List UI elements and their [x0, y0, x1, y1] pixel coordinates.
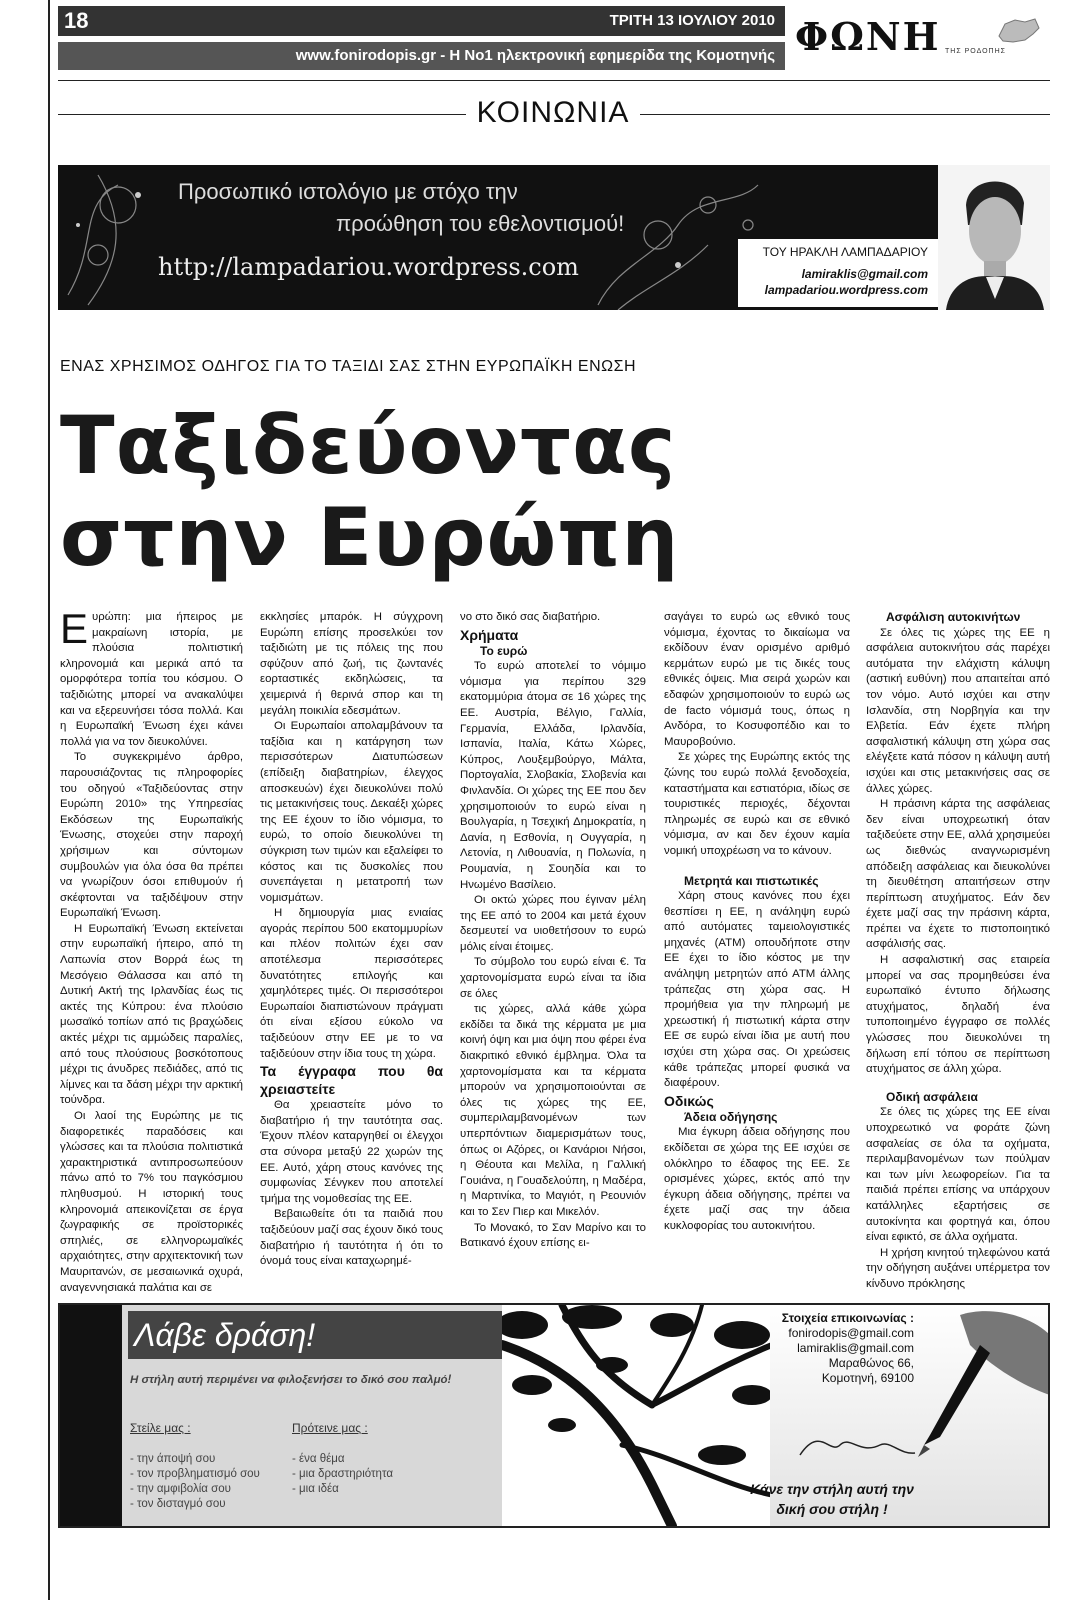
list-item: - τον προβληματισμό σου — [130, 1468, 260, 1480]
issue-date: ΤΡΙΤΗ 13 ΙΟΥΛΙΟΥ 2010 — [609, 12, 775, 29]
section-rule-right — [640, 114, 1050, 115]
author-email[interactable]: lamiraklis@gmail.com — [801, 267, 928, 281]
drop-cap: Ε — [60, 605, 89, 652]
paragraph: Το σύμβολο του ευρώ είναι €. Τα χαρτονομίσματα ευρώ είναι τα ίδια σε όλες — [460, 956, 646, 1000]
subheading: Τα έγγραφα που θα χρειαστείτε — [260, 1063, 443, 1098]
article-column-3 — [460, 610, 646, 1252]
list-item: - ένα θέμα — [292, 1453, 345, 1465]
banner-line-1: Προσωπικό ιστολόγιο με στόχο την — [178, 179, 518, 204]
author-blog[interactable]: lampadariou.wordpress.com — [764, 283, 928, 297]
article-kicker: ΕΝΑΣ ΧΡΗΣΙΜΟΣ ΟΔΗΓΟΣ ΓΙΑ ΤΟ ΤΑΞΙΔΙ ΣΑΣ ΣΤΗΝ ΕΥΡΩΠΑΪΚΗ ΕΝΩΣΗ — [60, 358, 637, 375]
send-label: Στείλε μας : — [130, 1421, 191, 1435]
cta-line: δική σου στήλη ! — [776, 1501, 888, 1517]
propose-list — [292, 1452, 393, 1497]
cta-line: Κάνε την στήλη αυτή την — [750, 1481, 914, 1497]
header-rule — [58, 80, 1050, 81]
paragraph: Η χρήση κινητού τηλεφώνου κατά την οδήγηση αυξάνει υπέρμετρα τον κίνδυνο πρόκλησης — [866, 1246, 1050, 1290]
paragraph: Η πράσινη κάρτα της ασφάλειας δεν είναι υποχρεωτική όταν ταξιδεύετε στην ΕΕ, αλλά χρησιμεύει ως διεθνώς αναγνωρισμένη απόδειξη ασφάλειας και διευκολύνει τη διευθέτηση απαιτήσεων στην περίπτωση ατυχήματος. Εάν δεν έχετε μαζί σας την πράσινη κάρτα, πρέπει να έχετε το πιστοποιητικό ασφάλισής σας. — [866, 798, 1050, 951]
list-item: - τον δισταγμό σου — [130, 1498, 226, 1510]
subheading: Οδική ασφάλεια — [886, 1089, 978, 1104]
paragraph: Το ευρώ αποτελεί το νόμιμο νόμισμα για περίπου 329 εκατομμύρια άτομα σε 16 χώρες της ΕΕ. Αυστρία, Βέλγιο, Γαλλία, Γερμανία, Ελλάδα, Ιρλανδία, Ισπανία, Ιταλία, Κάτω Χώρες, Κύπρος, Λουξεμβούργο, Μάλτα, Πορτογαλία, Σλοβακία, Σλοβενία και Φινλανδία. Οι χώρες της ΕΕ που δεν χρησιμοποιούν το ευρώ είναι η Βουλγαρία, η Τσεχική Δημοκρατία, η Δανία, η Εσθονία, η Ουγγαρία, η Λετονία, η Λιθουανία, η Πολωνία, η Ρουμανία, η Σουηδία και το Ηνωμένο Βασίλειο. — [460, 660, 646, 891]
logo-title: ΦΩΝΗ — [795, 14, 941, 59]
paragraph: Σε όλες τις χώρες της ΕΕ η ασφάλεια αυτοκινήτου σάς παρέχει αυτόματα την ελάχιστη κάλυψη (αστική ευθύνη) που απαιτείται από τον νόμο. Αυτό ισχύει και στην Ισλανδία, στη Νορβηγία και την Ελβετία. Εάν έχετε πλήρη ασφαλιστική κάλυψη στη χώρα σας ελέγξετε κατά πόσον η κάλυψη αυτή ισχύει και στις μετακινήσεις σας σε άλλες χώρες. — [866, 626, 1050, 795]
paragraph: τις χώρες, αλλά κάθε χώρα εκδίδει τα δικά της κέρματα με μια κοινή όψη και μια όψη που φέρει ένα διακριτικό εθνικό έμβλημα. Όλα τα χαρτονομίσματα και τα κέρματα μπορούν να χρησιμοποιούνται σε όλες τις χώρες της ΕΕ, συμπεριλαμβανομένων των υπερπόντιων διαμερισμάτων τους, όπως οι Αζόρες, οι Κανάριοι Νήσοι, η Θέουτα και Μελίλα, η Γαλλική Γουιάνα, η Γουαδελούπη, η Μαδέρα, η Μαρτινίκα, το Μαγιότ, η Ρεουνιόν και το Σεν Πιερ και Μικελόν. — [460, 1003, 646, 1218]
list-item: - την αμφιβολία σου — [130, 1483, 231, 1495]
contact-title: Στοιχεία επικοινωνίας : — [781, 1311, 914, 1325]
blog-banner[interactable] — [58, 165, 1050, 310]
subheading: Άδεια οδήγησης — [684, 1109, 778, 1124]
action-title: Λάβε δράση! — [128, 1311, 502, 1359]
article-column-5 — [866, 610, 1050, 1293]
contact-email[interactable]: fonirodopis@gmail.com — [788, 1326, 914, 1340]
paragraph: Το Μονακό, το Σαν Μαρίνο και το Βατικανό έχουν επίσης ει- — [460, 1221, 646, 1250]
contact-email[interactable]: lamiraklis@gmail.com — [797, 1341, 914, 1355]
paragraph: εκκλησίες μπαρόκ. Η σύγχρονη Ευρώπη επίσης προσελκύει τον ταξιδιώτη με τις πόλεις της που σφύζουν από ζωή, τις ζωντανές εορταστικές εκδηλώσεις, τα χειμερινά ή θερινά σπορ και τη μεγάλη ποικιλία εδεσμάτων. — [260, 611, 443, 717]
paragraph: Χάρη στους κανόνες που έχει θεσπίσει η ΕΕ, η ανάληψη ευρώ από αυτόματες ταμειολογιστικές μηχανές (ΑΤΜ) οπουδήποτε στην ΕΕ έχει το ίδιο κόστος με την ανάληψη μετρητών από ΑΤΜ άλλης τράπεζας στη χώρα σας. Η προμήθεια για την πληρωμή με χρεωστική ή πιστωτική κάρτα στην ΕΕ σε ευρώ είναι ίδια με αυτή που ισχύει στη χώρα σας. Οι χρεώσεις κάθε τράπεζας μπορεί φυσικά να διαφέρουν. — [664, 890, 850, 1090]
article-headline: Ταξιδεύοντας στην Ευρώπη — [60, 399, 680, 584]
list-item: - μια ιδέα — [292, 1483, 339, 1495]
paragraph: Σε χώρες της Ευρώπης εκτός της ζώνης του ευρώ πολλά ξενοδοχεία, καταστήματα και εστιατόρια, ιδίως σε τουριστικές περιοχές, δέχονται πληρωμές σε ευρώ και σε εθνικό νόμισμα, αν και δεν έχουν καμία νομική υποχρέωση να το κάνουν. — [664, 751, 850, 857]
list-item: - την άποψή σου — [130, 1453, 216, 1465]
author-box — [738, 239, 938, 307]
paragraph: σαγάγει το ευρώ ως εθνικό τους νόμισμα, έχοντας το δικαίωμα να εκδίδουν έναν ορισμένο αριθμό κερμάτων ευρώ με τις δικές τους εθνικές όψεις. Μια σειρά χωρών και εδαφών χρησιμοποιούν το ευρώ ως de facto νόμισμά τους, όπως η Ανδόρα, το Κοσυφοπέδιο και το Μαυροβούνιο. — [664, 611, 850, 748]
subheading: Οδικώς — [664, 1092, 714, 1109]
paragraph: Σε όλες τις χώρες της ΕΕ είναι υποχρεωτικό να φοράτε ζώνη ασφαλείας σε όλα τα οχήματα, περιλαμβανομένων των πούλμαν και των μίνι λεωφορείων. Για τα παιδιά πρέπει επίσης να υπάρχουν κατάλληλες εξαρτήσεις σε αυτοκίνητα και φορτηγά και, όπου είναι εφικτό, σε άλλα οχήματα. — [866, 1106, 1050, 1244]
blog-url-link[interactable]: http://lampadariou.wordpress.com — [158, 253, 579, 281]
call-to-action-box — [58, 1303, 1050, 1528]
article-column-4 — [664, 610, 850, 1235]
paragraph: Οι λαοί της Ευρώπης με τις διαφορετικές παραδόσεις και γλώσσες και τα πλούσια πολιτιστικά χαρακτηριστικά αντιπροσωπεύουν πάνω από το 7% του παγκόσμιου πληθυσμού. Η ιστορική τους κληρονομιά απεικονίζεται σε έργα ζωγραφικής σε προϊστορικές σπηλιές, σε ελληνορωμαϊκές αρχαιότητες, στην αρχιτεκτονική των Μαυριτανών, σε μεσαιωνικά οχυρά, αναγεννησιακά παλάτια και σε — [60, 1110, 243, 1294]
paragraph: Το συγκεκριμένο άρθρο, παρουσιάζοντας τις πληροφορίες του οδηγού «Ταξιδεύοντας στην Ευρώπη 2010» της Υπηρεσίας Εκδόσεων της Ευρωπαϊκής Ένωσης, στοχεύει στην παροχή χρήσιμων και σύντομων συμβουλών για όλα όσα θα πρέπει να γνωρίζουν όσοι επιθυμούν ή σκέφτονται να ταξιδέψουν στην Ευρωπαϊκή Ένωση. — [60, 751, 243, 920]
page-number: 18 — [64, 8, 89, 33]
logo-subtitle: ΤΗΣ ΡΟΔΟΠΗΣ — [945, 48, 1006, 55]
paragraph: Η δημιουργία μιας ενιαίας αγοράς περίπου 500 εκατομμυρίων και πλέον πολιτών έχει σαν αποτέλεσμα περισσότερες δυνατότητες επιλογής και χαμηλότερες τιμές. Οι περισσότεροι Ευρωπαίοι διαπιστώνουν πράγματι ότι είναι εξίσου εύκολο να ταξιδεύουν στην ΕΕ με το να ταξιδεύουν στην ίδια τους τη χώρα. — [260, 907, 443, 1060]
send-list — [130, 1452, 260, 1512]
subheading: Ασφάλιση αυτοκινήτων — [886, 610, 1021, 624]
paragraph: νο στο δικό σας διαβατήριο. — [460, 611, 601, 623]
paragraph: Οι οκτώ χώρες που έγιναν μέλη της ΕΕ από το 2004 και μετά έχουν δεσμευτεί να υιοθετήσουν το ευρώ μόλις είναι έτοιμες. — [460, 894, 646, 953]
subheading: Μετρητά και πιστωτικές — [684, 873, 819, 888]
header-bar — [58, 6, 785, 36]
paragraph: Μια έγκυρη άδεια οδήγησης που εκδίδεται σε χώρα της ΕΕ ισχύει σε ολόκληρο το έδαφος της ΕΕ. Σε ορισμένες χώρες, εκτός από την έγκυρη άδεια οδήγησης, πρέπει να έχετε μαζί σας την άδεια κυκλοφορίας του αυτοκινήτου. — [664, 1126, 850, 1232]
action-panel — [122, 1305, 502, 1526]
newspaper-logo[interactable] — [795, 14, 1045, 62]
contact-address: Μαραθώνος 66, Κομοτηνή, 69100 — [821, 1356, 914, 1385]
page-margin-line — [48, 0, 50, 1600]
rodopi-map-icon — [995, 16, 1041, 46]
author-photo — [938, 165, 1050, 310]
subheading: Το ευρώ — [480, 643, 528, 658]
action-intro: Η στήλη αυτή περιμένει να φιλοξενήσει το δικό σου παλμό! — [130, 1374, 452, 1386]
slogan[interactable]: www.fonirodopis.gr - Η Νο1 ηλεκτρονική εφημερίδα της Κομοτηνής — [295, 47, 775, 64]
subheading: Χρήματα — [460, 626, 519, 643]
list-item: - μια δραστηριότητα — [292, 1468, 393, 1480]
dark-side-panel — [60, 1305, 122, 1526]
propose-label: Πρότεινε μας : — [292, 1421, 368, 1435]
slogan-bar — [58, 42, 785, 70]
call-to-action-text — [722, 1479, 942, 1519]
author-name: ΤΟΥ ΗΡΑΚΛΗ ΛΑΜΠΑΔΑΡΙΟΥ — [762, 245, 928, 259]
paragraph: Η Ευρωπαϊκή Ένωση εκτείνεται στην ευρωπαϊκή ήπειρο, από τη Λαπωνία στον Βορρά έως τη Μεσόγειο Θάλασσα και από τη Δυτική Ακτή της Ιρλανδίας έως τις ακτές της Κύπρου: ένα πλούσιο μωσαϊκό τοπίων από τις βραχώδεις ακτές μέχρι τις αμμώδεις παραλίες, από τους πλούσιους βοσκότοπους μέχρι τις άνυδρες πεδιάδες, από τις λίμνες και τα δάση μέχρι την αρκτική τούνδρα. — [60, 922, 243, 1107]
section-rule-left — [58, 114, 466, 115]
paragraph: υρώπη: μια ήπειρος με μακραίωνη ιστορία, με πλούσια πολιτιστική κληρονομιά και μερικά από τα ομορφότερα τοπία του κόσμου. Ο ταξιδιώτης μπορεί να ανακαλύψει και να εξερευνήσει τόσα πολλά. Και η Ευρωπαϊκή Ένωση έχει κάνει πολλά για να τον διευκολύνει. — [60, 611, 243, 748]
paragraph: Η ασφαλιστική σας εταιρεία μπορεί να σας προμηθεύσει ένα ευρωπαϊκό έντυπο δήλωσης ατυχήματος, δηλαδή ένα τυποποιημένο έγγραφο σε πολλές γλώσσες που διευκολύνει τη δήλωση επί τόπου σε περίπτωση ατυχήματος σε άλλη χώρα. — [866, 954, 1050, 1076]
paragraph: Βεβαιωθείτε ότι τα παιδιά που ταξιδεύουν μαζί σας έχουν δικό τους διαβατήριο ή ταυτότητα ή ότι το όνομά τους είναι καταχωρημέ- — [260, 1208, 443, 1268]
paragraph: Οι Ευρωπαίοι απολαμβάνουν τα ταξίδια και η κατάργηση των περισσότερων Διατυπώσεων (επίδειξη διαβατηρίων, έλεγχος αποσκευών) έχει διευκολύνει πολύ τις μετακινήσεις τους. Δεκαέξι χώρες της ΕΕ έχουν το ίδιο νόμισμα, το ευρώ, το οποίο διευκολύνει τη σύγκριση των τιμών και εξαλείφει το κόστος και τις δυσκολίες που συνεπάγεται η μετατροπή των νομισμάτων. — [260, 720, 443, 904]
section-title: ΚΟΙΝΩΝΙΑ — [476, 96, 630, 129]
article-column-1 — [60, 605, 243, 1296]
contact-info — [772, 1311, 914, 1386]
article-column-2 — [260, 610, 443, 1270]
paragraph: Θα χρειαστείτε μόνο το διαβατήριο ή την ταυτότητα σας. Έχουν πλέον καταργηθεί οι έλεγχοι στα σύνορα μεταξύ 22 χωρών της ΕΕ. Αυτό, χάρη στους κανόνες της συμφωνίας Σένγκεν που αποτελεί τμήμα της νομοθεσίας της ΕΕ. — [260, 1099, 443, 1205]
banner-line-2: προώθηση του εθελοντισμού! — [336, 211, 625, 236]
